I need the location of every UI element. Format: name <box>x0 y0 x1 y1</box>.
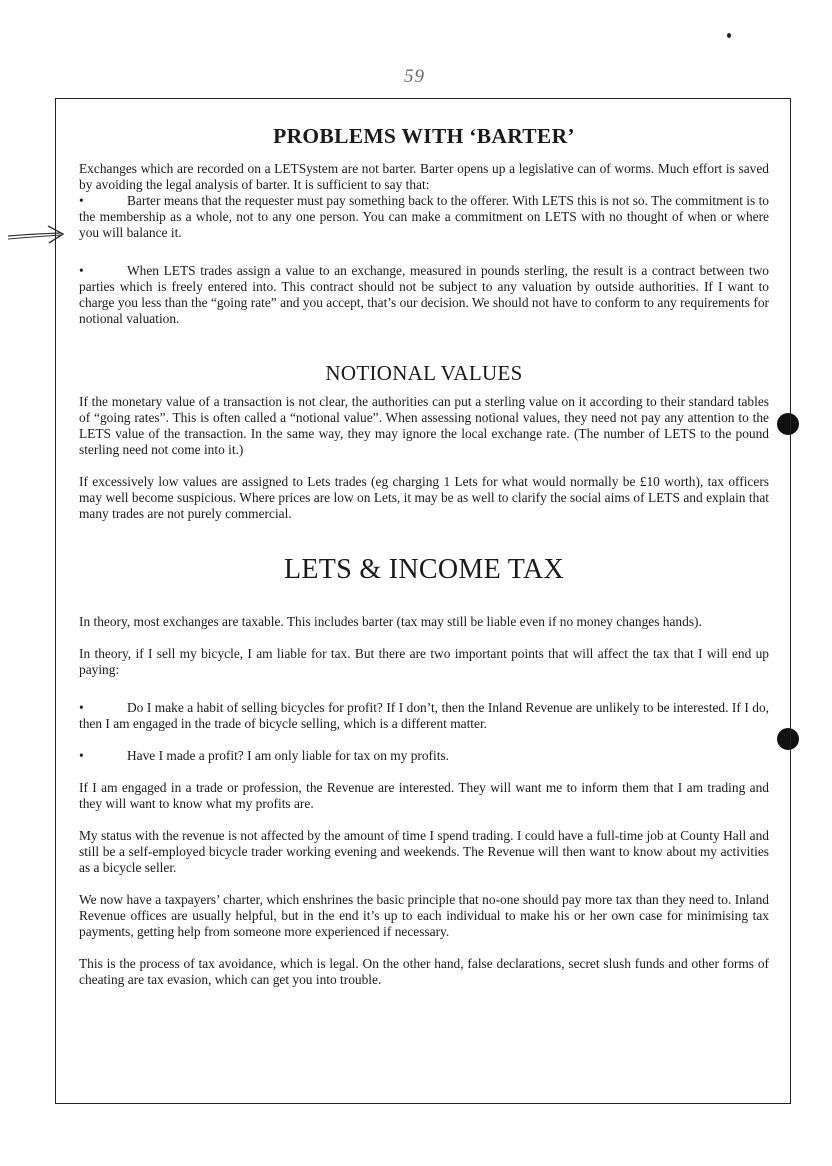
barter-bullet-2 <box>79 263 769 327</box>
barter-bullet-1-text: Barter means that the requester must pay something back to the offerer. With LETS this is not so. The commitment is to the membership as a whole, not to any one person. You can make a commitment on LETS with no thought of when or where you will balance it. <box>79 193 769 240</box>
notional-para-1: If the monetary value of a transaction is not clear, the authorities can put a sterling value on it according to their standard tables of “going rates”. This is often called a “notional value”. When assessing notional values, they need not pay any attention to the LETS value of the transaction. In the same way, they may ignore the local exchange rate. (The number of LETS to the pound sterling need not come into it.) <box>79 394 769 457</box>
income-para-3: If I am engaged in a trade or profession, the Revenue are interested. They will want me to inform them that I am trading and they will want to know what my profits are. <box>79 780 769 811</box>
section-title-notional: NOTIONAL VALUES <box>325 361 523 385</box>
bullet-dot-icon: • <box>79 193 84 208</box>
section-barter <box>79 124 769 327</box>
income-para-4: My status with the revenue is not affected by the amount of time I spend trading. I could have a full-time job at County Hall and still be a self-employed bicycle trader working evening and weekends. The Revenue will then want to know about my activities as a bicycle seller. <box>79 828 769 875</box>
bullet-dot-icon: • <box>79 748 84 763</box>
section-title-income-tax: LETS & INCOME TAX <box>283 554 564 585</box>
income-bullet-1-text: Do I make a habit of selling bicycles for profit? If I don’t, then the Inland Revenue are unlikely to be interested. If I do, then I am engaged in the trade of bicycle selling, which is a different matter. <box>79 700 769 731</box>
income-bullet-1 <box>79 700 769 732</box>
handwritten-page-number: 59 <box>404 66 425 87</box>
scan-speck <box>727 33 731 38</box>
bullet-dot-icon: • <box>79 263 84 278</box>
document-body <box>79 124 769 988</box>
income-para-2: In theory, if I sell my bicycle, I am liable for tax. But there are two important points that will affect the tax that I will end up paying: <box>79 646 769 677</box>
income-para-5: We now have a taxpayers’ charter, which enshrines the basic principle that no-one should pay more tax than they need to. Inland Revenue offices are usually helpful, but in the end it’s up to each individual to make his or her own case for minimising tax payments, getting help from someone more experienced if necessary. <box>79 892 769 939</box>
income-para-6: This is the process of tax avoidance, which is legal. On the other hand, false declarations, secret slush funds and other forms of cheating are tax evasion, which can get you into trouble. <box>79 956 769 987</box>
income-para-1: In theory, most exchanges are taxable. This includes barter (tax may still be liable even if no money changes hands). <box>79 614 702 629</box>
section-notional <box>79 361 769 522</box>
notional-para-2: If excessively low values are assigned to Lets trades (eg charging 1 Lets for what would normally be £10 worth), tax officers may well become suspicious. Where prices are low on Lets, it may be as well to clarify the social aims of LETS and explain that many trades are not purely commercial. <box>79 474 769 521</box>
income-bullet-2-text: Have I made a profit? I am only liable for tax on my profits. <box>127 748 450 763</box>
income-bullet-2 <box>79 748 769 764</box>
section-income-tax <box>79 554 769 988</box>
barter-intro: Exchanges which are recorded on a LETSystem are not barter. Barter opens up a legislative can of worms. Much effort is saved by avoiding the legal analysis of barter. It is sufficient to say that: <box>79 161 769 192</box>
barter-bullet-2-text: When LETS trades assign a value to an exchange, measured in pounds sterling, the result is a contract between two parties which is freely entered into. This contract should not be subject to any valuation by outside authorities. If I want to charge you less than the “going rate” and you accept, that’s our decision. We should not have to conform to any requirements for notional valuation. <box>79 263 769 326</box>
section-title-barter: PROBLEMS WITH ‘BARTER’ <box>273 124 575 148</box>
bullet-dot-icon: • <box>79 700 84 715</box>
barter-bullet-1 <box>79 193 769 241</box>
